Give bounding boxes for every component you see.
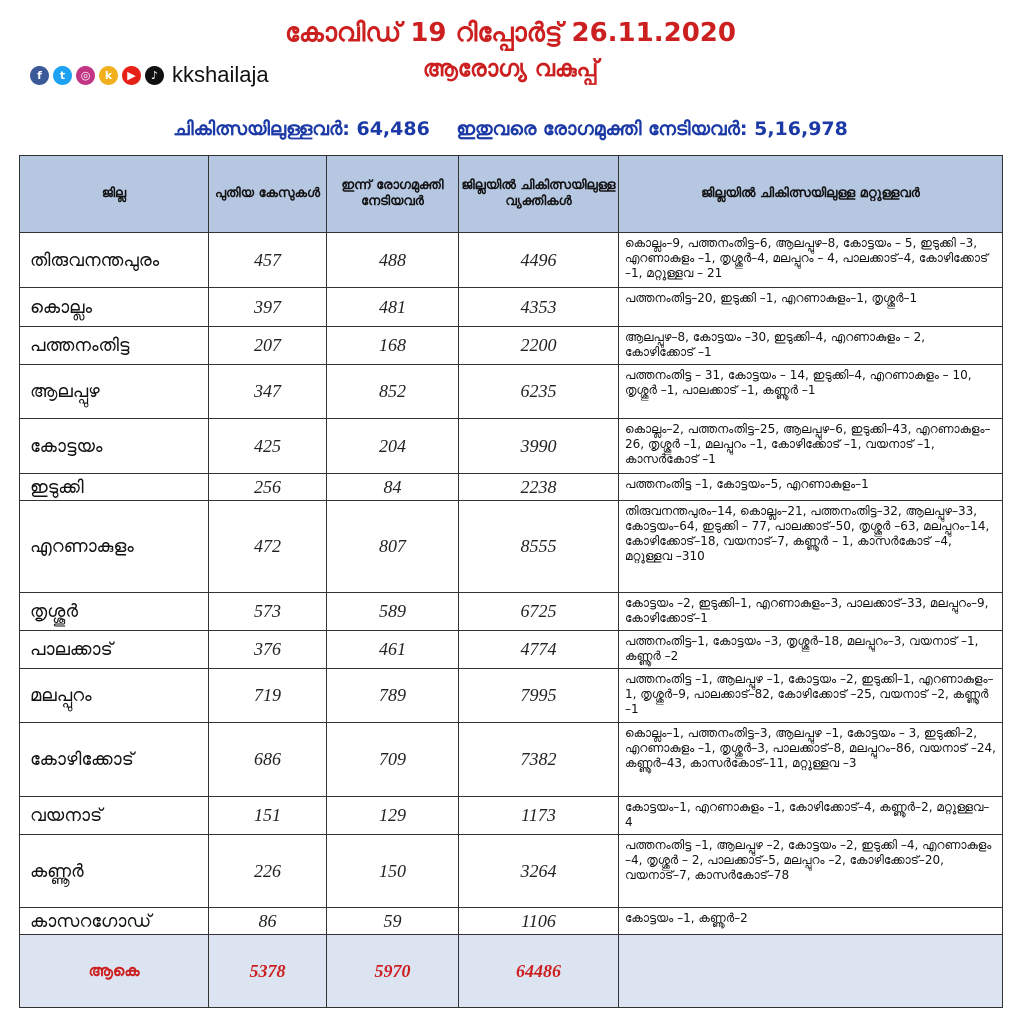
new-cases-cell: 376 — [209, 631, 327, 669]
new-cases-cell: 686 — [209, 723, 327, 797]
others-cell: കോട്ടയം–1, എറണാകുളം –1, കോഴിക്കോട്–4, കണ്ണൂർ–2, മറ്റുള്ളവ–4 — [619, 797, 1003, 835]
table-row — [20, 474, 1003, 501]
total-others-empty — [619, 935, 1003, 1008]
table-row — [20, 419, 1003, 474]
others-cell: കോട്ടയം –1, കണ്ണൂർ–2 — [619, 908, 1003, 935]
others-cell: പത്തനംതിട്ട –1, ആലപ്പുഴ –2, കോട്ടയം –2, ഇടുക്കി –4, എറണാകുളം –4, തൃശ്ശൂർ – 2, പാലക്കാട്–5, മലപ്പുറം –2, കോഴിക്കോട്–20, വയനാട്–7, കാസർകോട്–78 — [619, 835, 1003, 908]
twitter-icon: t — [53, 66, 72, 85]
treatment-cell: 2200 — [459, 327, 619, 365]
treatment-cell: 1173 — [459, 797, 619, 835]
table-row — [20, 797, 1003, 835]
header-recovered-today: ഇന്ന് രോഗമുക്തി നേടിയവർ — [327, 156, 459, 233]
district-name: തൃശ്ശൂർ — [20, 593, 209, 631]
district-name: ആലപ്പുഴ — [20, 365, 209, 419]
recovered-cell: 204 — [327, 419, 459, 474]
new-cases-cell: 347 — [209, 365, 327, 419]
new-cases-cell: 573 — [209, 593, 327, 631]
others-cell: പത്തനംതിട്ട – 31, കോട്ടയം – 14, ഇടുക്കി–4, എറണാകുളം – 10, തൃശ്ശൂർ –1, പാലക്കാട് –1, കണ്ണൂർ –1 — [619, 365, 1003, 419]
treatment-cell: 3264 — [459, 835, 619, 908]
report-subtitle: ആരോഗ്യ വകുപ്പ് — [422, 56, 599, 82]
new-cases-cell: 472 — [209, 501, 327, 593]
district-name: കൊല്ലം — [20, 288, 209, 327]
new-cases-cell: 86 — [209, 908, 327, 935]
table-row — [20, 288, 1003, 327]
new-cases-cell: 457 — [209, 233, 327, 288]
district-name: കോട്ടയം — [20, 419, 209, 474]
new-cases-cell: 151 — [209, 797, 327, 835]
recovered-cell: 852 — [327, 365, 459, 419]
recovered-summary: ഇതുവരെ രോഗമുക്തി നേടിയവർ: 5,16,978 — [456, 118, 848, 140]
district-name: കണ്ണൂർ — [20, 835, 209, 908]
district-table — [19, 155, 1003, 1008]
table-row — [20, 835, 1003, 908]
header-district: ജില്ല — [20, 156, 209, 233]
recovered-cell: 488 — [327, 233, 459, 288]
total-treatment: 64486 — [459, 935, 619, 1008]
under-treatment-summary: ചികിത്സയിലുള്ളവർ: 64,486 — [173, 118, 430, 140]
new-cases-cell: 719 — [209, 669, 327, 723]
table-row — [20, 908, 1003, 935]
others-cell: പത്തനംതിട്ട –1, ആലപ്പുഴ –1, കോട്ടയം –2, ഇടുക്കി–1, എറണാകുളം–1, തൃശ്ശൂർ–9, പാലക്കാട്–82, കോഴിക്കോട് –25, വയനാട് –2, കണ്ണൂർ –1 — [619, 669, 1003, 723]
header-new-cases: പുതിയ കേസുകൾ — [209, 156, 327, 233]
others-cell: പത്തനംതിട്ട–1, കോട്ടയം –3, തൃശ്ശൂർ–18, മലപ്പുറം–3, വയനാട് –1, കണ്ണൂർ –2 — [619, 631, 1003, 669]
total-recovered: 5970 — [327, 935, 459, 1008]
treatment-cell: 7995 — [459, 669, 619, 723]
others-cell: തിരുവനന്തപുരം–14, കൊല്ലം–21, പത്തനംതിട്ട–32, ആലപ്പുഴ–33, കോട്ടയം–64, ഇടുക്കി – 77, പാലക്കാട്–50, തൃശ്ശൂർ –63, മലപ്പുറം–14, കോഴിക്കോട്–18, വയനാട്–7, കണ്ണൂർ – 1, കാസർകോട് –4, മറ്റുള്ളവ –310 — [619, 501, 1003, 593]
treatment-cell: 3990 — [459, 419, 619, 474]
header-under-treatment: ജില്ലയിൽ ചികിത്സയിലുള്ള വ്യക്തികൾ — [459, 156, 619, 233]
district-name: തിരുവനന്തപുരം — [20, 233, 209, 288]
recovered-cell: 709 — [327, 723, 459, 797]
table-row — [20, 501, 1003, 593]
new-cases-cell: 207 — [209, 327, 327, 365]
treatment-cell: 2238 — [459, 474, 619, 501]
treatment-cell: 4353 — [459, 288, 619, 327]
district-name: എറണാകുളം — [20, 501, 209, 593]
recovered-cell: 461 — [327, 631, 459, 669]
social-handle: kkshailaja — [172, 62, 269, 87]
others-cell: കോട്ടയം –2, ഇടുക്കി–1, എറണാകുളം–3, പാലക്കാട്–33, മലപ്പുറം–9, കോഴിക്കോട്–1 — [619, 593, 1003, 631]
district-name: പാലക്കാട് — [20, 631, 209, 669]
district-name: പത്തനംതിട്ട — [20, 327, 209, 365]
table-row — [20, 233, 1003, 288]
report-title: കോവിഡ് 19 റിപ്പോർട്ട് 26.11.2020 — [285, 18, 736, 48]
district-name: മലപ്പുറം — [20, 669, 209, 723]
instagram-icon: ◎ — [76, 66, 95, 85]
social-bar — [30, 62, 269, 88]
others-cell: പത്തനംതിട്ട –1, കോട്ടയം–5, എറണാകുളം–1 — [619, 474, 1003, 501]
youtube-icon: ▶ — [122, 66, 141, 85]
facebook-icon: f — [30, 66, 49, 85]
recovered-cell: 481 — [327, 288, 459, 327]
others-cell: കൊല്ലം–1, പത്തനംതിട്ട–3, ആലപ്പുഴ –1, കോട്ടയം – 3, ഇടുക്കി–2, എറണാകുളം –1, തൃശ്ശൂർ–3, പാലക്കാട്–8, മലപ്പുറം–86, വയനാട് –24, കണ്ണൂർ–43, കാസർകോട്–11, മറ്റുള്ളവ –3 — [619, 723, 1003, 797]
header-others: ജില്ലയിൽ ചികിത്സയിലുള്ള മറ്റുള്ളവർ — [619, 156, 1003, 233]
recovered-cell: 168 — [327, 327, 459, 365]
treatment-cell: 7382 — [459, 723, 619, 797]
recovered-cell: 84 — [327, 474, 459, 501]
district-name: കോഴിക്കോട് — [20, 723, 209, 797]
new-cases-cell: 425 — [209, 419, 327, 474]
total-label: ആകെ — [20, 935, 209, 1008]
district-name: കാസറഗോഡ് — [20, 908, 209, 935]
treatment-cell: 1106 — [459, 908, 619, 935]
tiktok-icon: ♪ — [145, 66, 164, 85]
table-header-row — [20, 156, 1003, 233]
recovered-cell: 59 — [327, 908, 459, 935]
table-row — [20, 365, 1003, 419]
recovered-cell: 150 — [327, 835, 459, 908]
others-cell: കൊല്ലം–9, പത്തനംതിട്ട–6, ആലപ്പുഴ–8, കോട്ടയം – 5, ഇടുക്കി –3, എറണാകുളം –1, തൃശ്ശൂർ–4, മലപ്പുറം – 4, പാലക്കാട്–4, കോഴിക്കോട് –1, മറ്റുള്ളവ – 21 — [619, 233, 1003, 288]
recovered-cell: 789 — [327, 669, 459, 723]
others-cell: പത്തനംതിട്ട–20, ഇടുക്കി –1, എറണാകുളം–1, തൃശ്ശൂർ–1 — [619, 288, 1003, 327]
district-name: വയനാട് — [20, 797, 209, 835]
table-row — [20, 723, 1003, 797]
total-new-cases: 5378 — [209, 935, 327, 1008]
treatment-cell: 6235 — [459, 365, 619, 419]
recovered-cell: 129 — [327, 797, 459, 835]
treatment-cell: 8555 — [459, 501, 619, 593]
treatment-cell: 4774 — [459, 631, 619, 669]
new-cases-cell: 256 — [209, 474, 327, 501]
treatment-cell: 4496 — [459, 233, 619, 288]
recovered-cell: 807 — [327, 501, 459, 593]
table-row — [20, 669, 1003, 723]
table-row — [20, 327, 1003, 365]
treatment-cell: 6725 — [459, 593, 619, 631]
recovered-cell: 589 — [327, 593, 459, 631]
others-cell: ആലപ്പുഴ–8, കോട്ടയം –30, ഇടുക്കി–4, എറണാകുളം – 2, കോഴിക്കോട് –1 — [619, 327, 1003, 365]
district-name: ഇടുക്കി — [20, 474, 209, 501]
new-cases-cell: 226 — [209, 835, 327, 908]
table-row — [20, 593, 1003, 631]
summary-line — [0, 118, 1021, 140]
others-cell: കൊല്ലം–2, പത്തനംതിട്ട–25, ആലപ്പുഴ–6, ഇടുക്കി–43, എറണാകുളം–26, തൃശ്ശൂർ –1, മലപ്പുറം –1, കോഴിക്കോട് –1, വയനാട് –1, കാസർകോട് –1 — [619, 419, 1003, 474]
table-row — [20, 631, 1003, 669]
koo-icon: k — [99, 66, 118, 85]
total-row — [20, 935, 1003, 1008]
new-cases-cell: 397 — [209, 288, 327, 327]
